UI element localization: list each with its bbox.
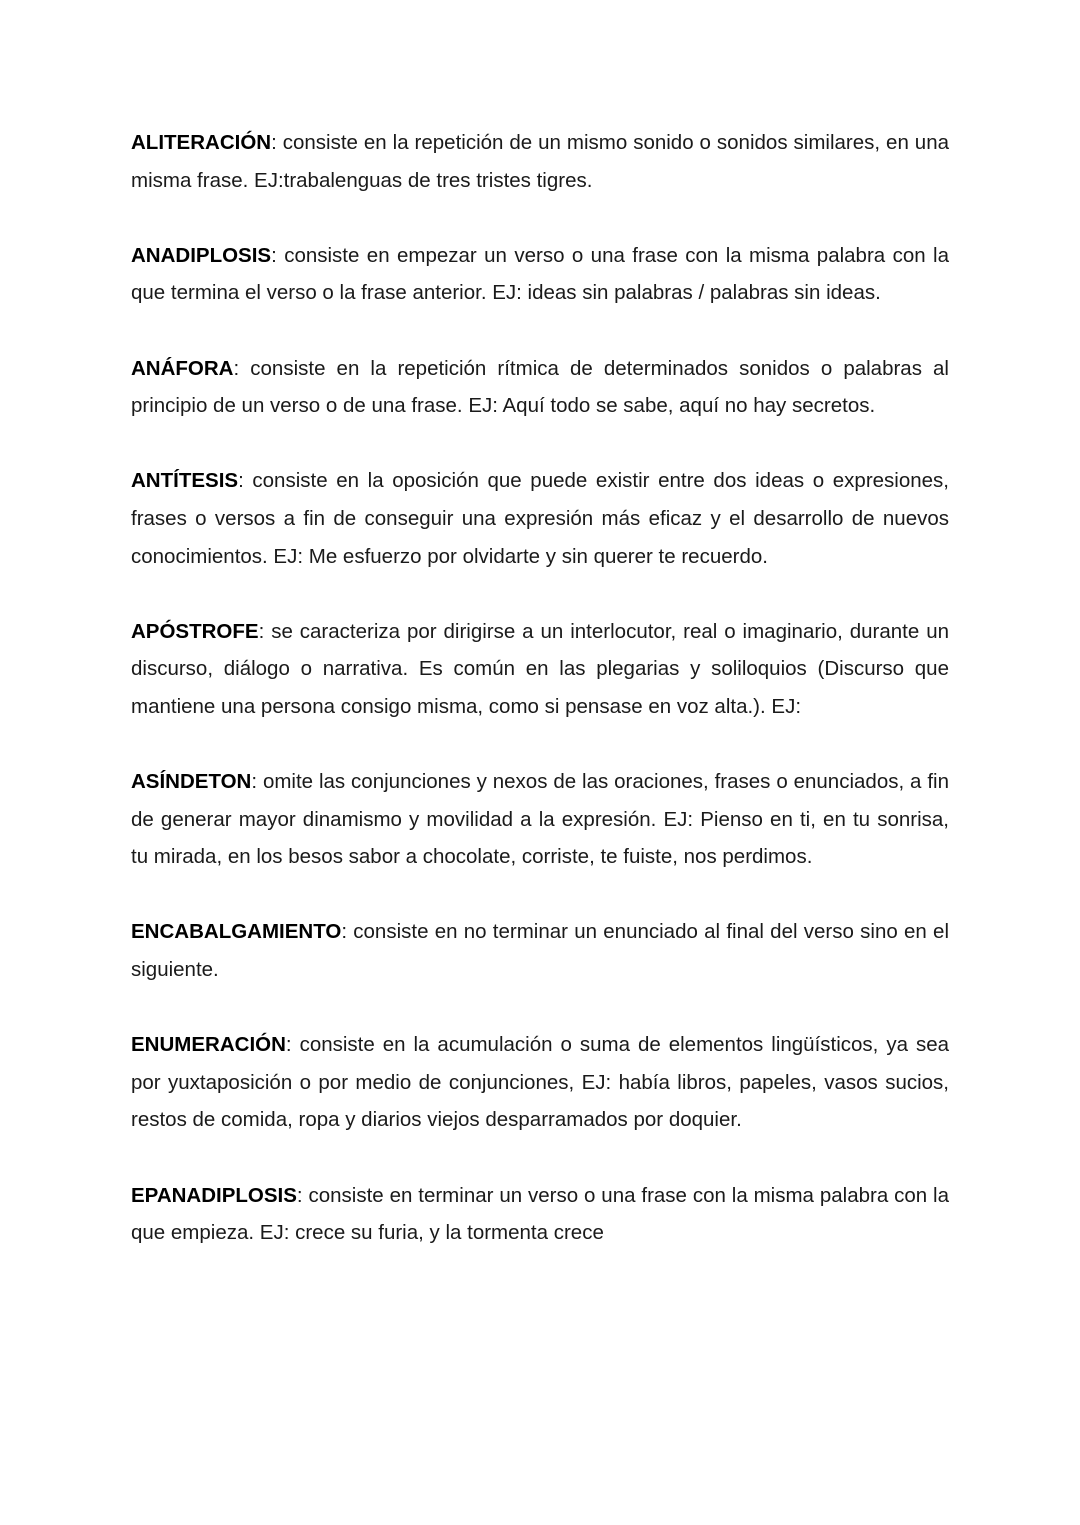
definition-text: : consiste en la oposición que puede existir entre dos ideas o expresiones, frases o versos a fin de conseguir una expresión más eficaz y el desarrollo de nuevos conocimientos. EJ: Me esfuerzo por olvidarte y sin querer te recuerdo. <box>131 469 949 568</box>
definition-text: : consiste en terminar un verso o una frase con la misma palabra con la que empieza. EJ: crece su furia, y la tormenta crece <box>131 1183 949 1245</box>
definition-text: : consiste en no terminar un enunciado al final del verso sino en el siguiente. <box>131 920 949 982</box>
term-anafora: ANÁFORA <box>131 356 234 380</box>
document-page <box>131 124 949 1289</box>
definition-apostrofe <box>131 613 949 726</box>
term-epanadiplosis: EPANADIPLOSIS <box>131 1183 297 1207</box>
term-anadiplosis: ANADIPLOSIS <box>131 243 272 267</box>
definition-anafora <box>131 350 949 425</box>
definition-asindeton <box>131 763 949 876</box>
definition-aliteracion <box>131 124 949 199</box>
term-aliteracion: ALITERACIÓN <box>131 131 272 154</box>
definition-text: : consiste en la repetición rítmica de determinados sonidos o palabras al principio de un verso o de una frase. EJ: Aquí todo se sabe, aquí no hay secretos. <box>131 356 949 418</box>
term-antitesis: ANTÍTESIS <box>131 469 239 493</box>
definition-enumeracion <box>131 1026 949 1139</box>
term-asindeton: ASÍNDETON <box>131 770 252 794</box>
definition-epanadiplosis <box>131 1177 949 1252</box>
definition-text: : consiste en empezar un verso o una frase con la misma palabra con la que termina el verso o la frase anterior. EJ: ideas sin palabras / palabras sin ideas. <box>131 243 949 305</box>
definition-text: : omite las conjunciones y nexos de las oraciones, frases o enunciados, a fin de generar mayor dinamismo y movilidad a la expresión. EJ: Pienso en ti, en tu sonrisa, tu mirada, en los besos sabor a chocolate, corriste, te fuiste, nos perdimos. <box>131 770 949 869</box>
definition-text: : se caracteriza por dirigirse a un interlocutor, real o imaginario, durante un discurso, diálogo o narrativa. Es común en las plegarias y soliloquios (Discurso que mantiene una persona consigo misma, como si pensase en voz alta.). EJ: <box>131 619 949 718</box>
definition-anadiplosis <box>131 237 949 312</box>
definition-encabalgamiento <box>131 913 949 988</box>
term-apostrofe: APÓSTROFE <box>131 619 259 643</box>
term-enumeracion: ENUMERACIÓN <box>131 1033 286 1057</box>
definition-antitesis <box>131 462 949 575</box>
term-encabalgamiento: ENCABALGAMIENTO <box>131 920 342 944</box>
definition-text: : consiste en la repetición de un mismo sonido o sonidos similares, en una misma frase. EJ:trabalenguas de tres tristes tigres. <box>131 131 949 192</box>
definition-text: : consiste en la acumulación o suma de elementos lingüísticos, ya sea por yuxtaposición o por medio de conjunciones, EJ: había libros, papeles, vasos sucios, restos de comida, ropa y diarios viejos desparramados por doquier. <box>131 1033 949 1132</box>
